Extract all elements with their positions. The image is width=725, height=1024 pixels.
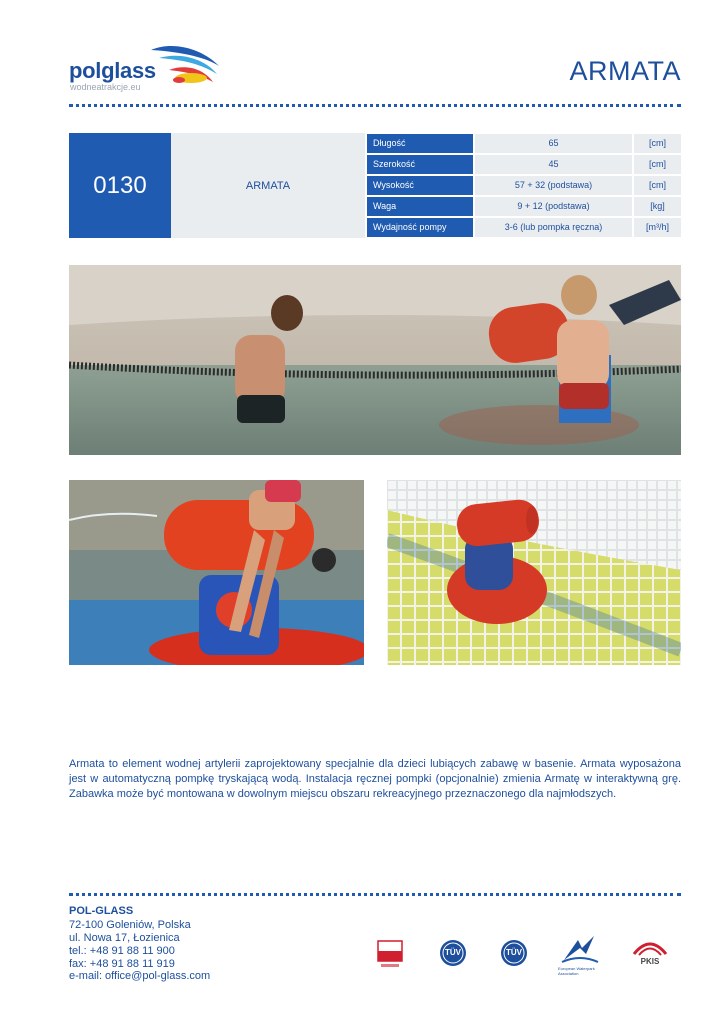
spec-label: Waga (367, 197, 473, 216)
logo-swoosh (149, 44, 221, 88)
pkis-label: PKIS (640, 957, 660, 966)
epa-caption: European Waterpark Association (558, 966, 595, 976)
footer-divider (69, 893, 681, 896)
spec-label: Wydajność pompy (367, 218, 473, 237)
pkis-logo (630, 938, 670, 970)
phone-line: tel.: +48 91 88 11 900 (69, 945, 175, 957)
spec-value: 57 + 32 (podstawa) (475, 176, 632, 195)
page-title: ARMATA (569, 56, 681, 86)
photo-kids-pool (69, 265, 681, 455)
spec-unit: [cm] (634, 134, 681, 153)
spec-row-height (367, 176, 681, 195)
product-description: Armata to element wodnej artylerii zaprojektowany specjalnie dla dzieci lubiących zabawę w basenie. Armata wyposażona jest w automatyczną pompkę tryskającą wodą. Instalacja ręcznej pompki (opcjonalnie) zmienia Armatę w interaktywną grę. Zabawka może być montowana w dowolnym miejscu obszaru rekreacyjnego przeznaczonego dla najmłodszych. (69, 758, 681, 800)
company-name: POL-GLASS (69, 905, 134, 917)
spec-value: 45 (475, 155, 632, 174)
address-line: ul. Nowa 17, Łozienica (69, 932, 180, 944)
epa-logo (560, 934, 600, 980)
spec-label: Długość (367, 134, 473, 153)
photo-child-on-cannon (69, 480, 364, 665)
product-code: 0130 (69, 133, 171, 238)
tuv-cert-logo-2 (500, 939, 528, 967)
spec-unit: [kg] (634, 197, 681, 216)
logo-website: wodneatrakcje.eu (70, 82, 141, 92)
spec-unit: [cm] (634, 176, 681, 195)
spec-unit: [cm] (634, 155, 681, 174)
tuv-cert-logo-1 (439, 939, 467, 967)
email-link[interactable]: e-mail: office@pol-glass.com (69, 970, 211, 982)
fax-line: fax: +48 91 88 11 919 (69, 958, 175, 970)
spec-value: 9 + 12 (podstawa) (475, 197, 632, 216)
address-line: 72-100 Goleniów, Polska (69, 919, 191, 931)
logo-wordmark: polglass (69, 58, 156, 83)
spec-row-length (367, 134, 681, 153)
spec-unit: [m³/h] (634, 218, 681, 237)
tuv-label: TÜV (445, 948, 461, 957)
spec-label: Wysokość (367, 176, 473, 195)
spec-label: Szerokość (367, 155, 473, 174)
spec-value: 3-6 (lub pompka ręczna) (475, 218, 632, 237)
header-divider (69, 104, 681, 107)
spec-row-weight (367, 197, 681, 216)
spec-row-pump (367, 218, 681, 237)
email-line[interactable] (69, 970, 210, 982)
photo-cannon-tiles (387, 480, 681, 665)
quality-cert-logo (377, 940, 403, 970)
spec-value: 65 (475, 134, 632, 153)
product-name: ARMATA (171, 133, 365, 238)
spec-row-width (367, 155, 681, 174)
tuv-label: TÜV (506, 948, 522, 957)
